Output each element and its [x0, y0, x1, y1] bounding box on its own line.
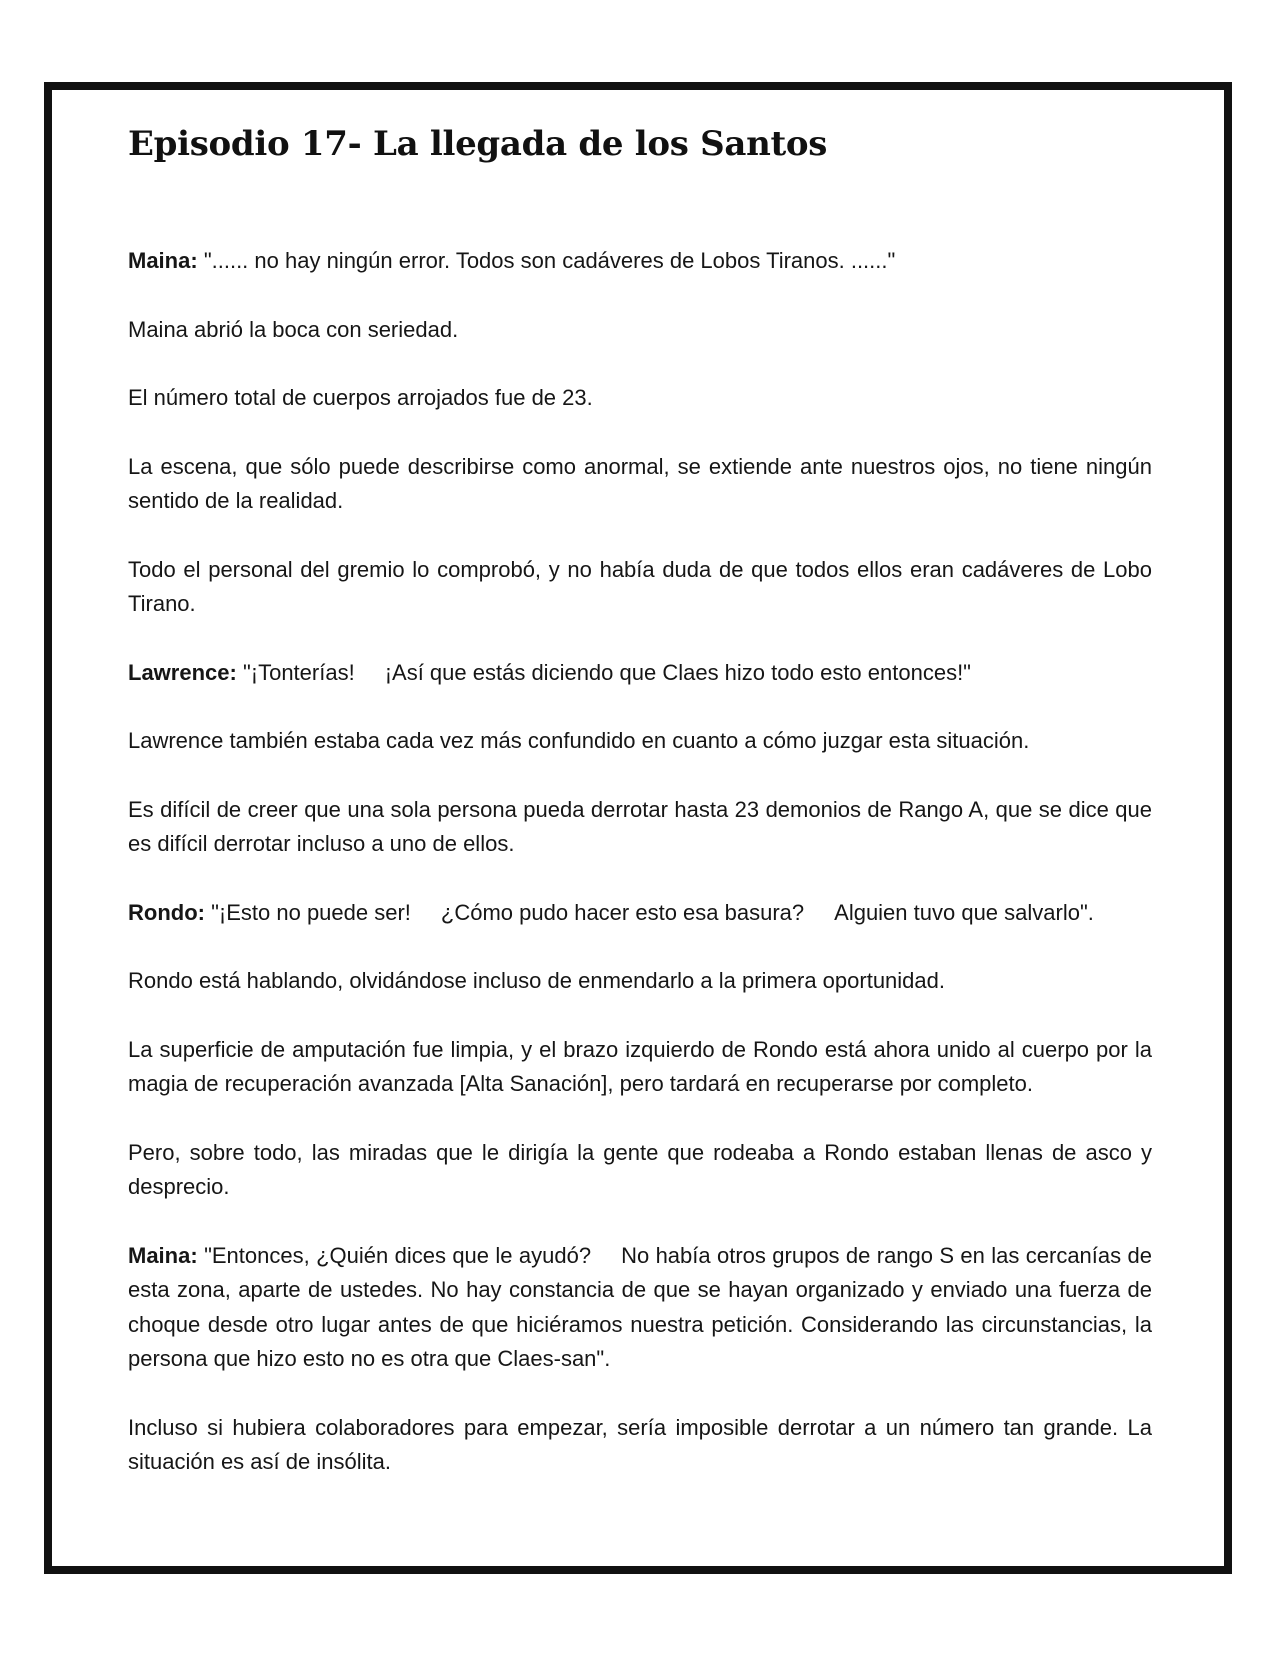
dialogue-text: "Entonces, ¿Quién dices que le ayudó? [204, 1242, 592, 1268]
dialogue-text: "...... no hay ningún error. Todos son cadáveres de Lobos Tiranos. ......" [203, 248, 896, 273]
dialogue-text: No había otros grupos de rango S en las cercanías de esta zona, aparte de ustedes. No hay constancia de que se hayan organizado y enviado una fuerza de choque desde otro lugar antes de que hiciéramos nuestra petición. Considerando las circunstancias, la persona que hizo esto no es otra que Claes-san". [128, 1242, 1152, 1371]
dialogue-text: ¿Cómo pudo hacer esto esa basura? [440, 899, 805, 925]
speaker-name: Maina: [128, 248, 198, 273]
narration-paragraph: Incluso si hubiera colaboradores para empezar, sería imposible derrotar a un número tan grande. La situación es así de insólita. [128, 1414, 1152, 1474]
dialogue-paragraph [128, 1239, 1152, 1377]
speaker-name: Maina: [128, 1242, 198, 1268]
dialogue-paragraph [128, 656, 1152, 691]
narration-paragraph: Pero, sobre todo, las miradas que le dirigía la gente que rodeaba a Rondo estaban llenas de asco y desprecio. [128, 1139, 1152, 1199]
dialogue-text: Alguien tuvo que salvarlo". [834, 899, 1094, 925]
narration-paragraph: Es difícil de creer que una sola persona pueda derrotar hasta 23 demonios de Rango A, que se dice que es difícil derrotar incluso a uno de ellos. [128, 796, 1152, 856]
speaker-name: Lawrence: [128, 659, 237, 685]
dialogue-text: ¡Así que estás diciendo que Claes hizo todo esto entonces!" [384, 659, 971, 685]
narration-paragraph: La escena, que sólo puede describirse como anormal, se extiende ante nuestros ojos, no tiene ningún sentido de la realidad. [128, 453, 1152, 513]
narration-paragraph: La superficie de amputación fue limpia, y el brazo izquierdo de Rondo está ahora unido al cuerpo por la magia de recuperación avanzada [Alta Sanación], pero tardará en recuperarse por completo. [128, 1036, 1152, 1096]
narration-paragraph: El número total de cuerpos arrojados fue de 23. [128, 385, 593, 410]
narration-paragraph: Maina abrió la boca con seriedad. [128, 316, 459, 342]
speaker-name: Rondo: [128, 899, 205, 925]
dialogue-text: "¡Esto no puede ser! [211, 899, 411, 925]
narration-paragraph: Lawrence también estaba cada vez más confundido en cuanto a cómo juzgar esta situación. [128, 728, 1030, 753]
story-body [128, 244, 1152, 1514]
narration-paragraph: Todo el personal del gremio lo comprobó, y no había duda de que todos ellos eran cadáveres de Lobo Tirano. [128, 556, 1152, 616]
narration-paragraph: Rondo está hablando, olvidándose incluso de enmendarlo a la primera oportunidad. [128, 968, 945, 993]
dialogue-text: "¡Tonterías! [242, 659, 355, 685]
episode-title: Episodio 17- La llegada de los Santos [128, 124, 828, 164]
dialogue-paragraph [128, 896, 1152, 931]
dialogue-paragraph [128, 244, 1152, 279]
